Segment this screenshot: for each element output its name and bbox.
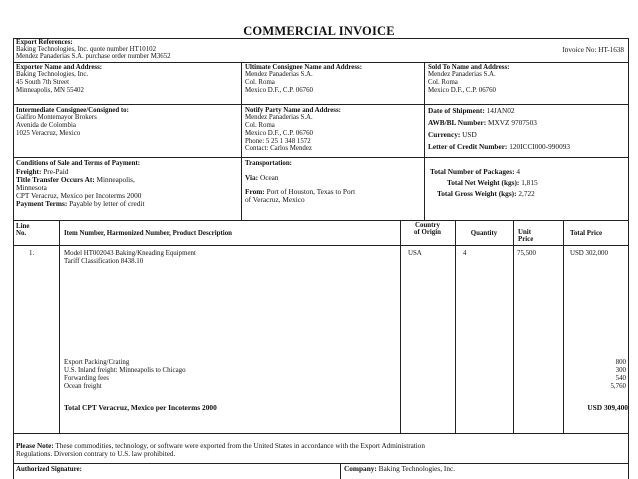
divider [340, 463, 341, 479]
sold-to-heading: Sold To Name and Address: [428, 64, 510, 71]
divider [13, 220, 629, 221]
header-country: of Origin [414, 229, 441, 236]
intermediate-consignee-line: Avenida de Colombia [16, 122, 76, 129]
export-reference-line: Mendez Panaderias S.A. purchase order number M3652 [16, 53, 171, 60]
notify-party-heading: Notify Party Name and Address: [245, 107, 341, 114]
transport-from-continued: of Veracruz, Mexico [245, 195, 305, 204]
notify-party-line: Mendez Panaderias S.A. [245, 114, 313, 121]
divider [59, 220, 60, 433]
title-transfer: Title Transfer Occurs At: Minneapolis, [16, 175, 135, 184]
header-line-no: No. [16, 230, 27, 237]
company: Company: Baking Technologies, Inc. [344, 464, 456, 473]
notify-party-line: Col. Roma [245, 122, 275, 129]
divider [13, 157, 629, 158]
notify-party-line: Phone: 5 25 1 348 1572 [245, 138, 311, 145]
transportation-heading: Transportation: [245, 160, 292, 167]
header-line-no: Line [16, 223, 30, 230]
row-quantity: 4 [463, 250, 467, 257]
header-quantity: Quantity [470, 230, 498, 237]
charge-value: 800 [615, 359, 626, 366]
date-of-shipment: Date of Shipment: 14JAN02 [428, 106, 515, 115]
row-tariff: Tariff Classification 8438.10 [64, 258, 144, 265]
divider [13, 433, 629, 434]
notify-party-line: Contact: Carlos Mendez [245, 145, 312, 152]
header-item-description: Item Number, Harmonized Number, Product Description [64, 230, 232, 237]
transport-via: Via: Ocean [245, 173, 279, 182]
row-description: Model HT002043 Baking/Kneading Equipment [64, 250, 196, 257]
payment-terms: Payment Terms: Payable by letter of credit [16, 199, 145, 208]
awb-number: AWB/BL Number: MXVZ 9707503 [428, 118, 537, 127]
invoice-number: Invoice No: HT-1638 [562, 46, 624, 54]
divider [455, 220, 456, 433]
header-unit-price: Unit [518, 229, 532, 236]
exporter-line: 45 South 7th Street [16, 79, 70, 86]
sold-to-line: Mendez Panaderias S.A. [428, 71, 496, 78]
incoterms: CPT Veracruz, Mexico per Incoterms 2000 [16, 191, 142, 200]
freight: Freight: Pre-Paid [16, 167, 69, 176]
divider [13, 62, 629, 63]
divider [241, 62, 242, 157]
exporter-heading: Exporter Name and Address: [16, 64, 103, 71]
divider [424, 62, 425, 220]
divider [13, 104, 629, 105]
authorized-signature-label: Authorized Signature: [16, 466, 82, 473]
conditions-heading: Conditions of Sale and Terms of Payment: [16, 160, 141, 167]
ultimate-consignee-line: Mendez Panaderias S.A. [245, 71, 313, 78]
header-total-price: Total Price [570, 230, 603, 237]
notify-party-line: Mexico D.F., C.P. 06760 [245, 130, 313, 137]
export-reference-line: Baking Technologies, Inc. quote number HT10102 [16, 46, 157, 53]
charge-label: Forwarding fees [64, 375, 109, 382]
header-unit-price: Price [518, 236, 534, 243]
ultimate-consignee-heading: Ultimate Consignee Name and Address: [245, 64, 363, 71]
divider [13, 463, 629, 464]
ultimate-consignee-line: Col. Roma [245, 79, 275, 86]
intermediate-consignee-line: Galfiro Montemayor Brokers [16, 114, 97, 121]
row-unit-price: 75,500 [517, 250, 536, 257]
grand-total-value: USD 309,400 [587, 403, 628, 412]
ultimate-consignee-line: Mexico D.F., C.P. 06760 [245, 87, 313, 94]
export-note-continued: Regulations. Diversion contrary to U.S. law prohibited. [16, 450, 176, 458]
total-net-weight: Total Net Weight (kgs): 1,815 [447, 178, 538, 187]
export-note: Please Note: These commodities, technology, or software were exported from the United States in accordance with the Export Administration [16, 442, 425, 450]
divider [400, 220, 401, 433]
header-country: Country [415, 222, 440, 229]
exporter-line: Minneapolis, MN 55402 [16, 87, 84, 94]
title-transfer-continued: Minnesota [16, 183, 47, 192]
total-gross-weight: Total Gross Weight (kgs): 2,722 [437, 189, 535, 198]
charge-label: Export Packing/Crating [64, 359, 130, 366]
currency: Currency: USD [428, 130, 477, 139]
grand-total-label: Total CPT Veracruz, Mexico per Incoterms 2000 [64, 403, 217, 412]
charge-value: 540 [615, 375, 626, 382]
sold-to-line: Mexico D.F., C.P. 06760 [428, 87, 496, 94]
total-packages: Total Number of Packages: 4 [430, 167, 521, 176]
divider [241, 157, 242, 220]
charge-value: 300 [615, 367, 626, 374]
charge-label: Ocean freight [64, 383, 102, 390]
sold-to-line: Col. Roma [428, 79, 458, 86]
divider [13, 245, 629, 246]
charge-value: 5,760 [610, 383, 626, 390]
row-total-price: USD 302,000 [570, 250, 608, 257]
document-title: COMMERCIAL INVOICE [243, 24, 395, 38]
intermediate-consignee-line: 1025 Veracruz, Mexico [16, 130, 81, 137]
transport-from: From: Port of Houston, Texas to Port [245, 187, 356, 196]
export-references-heading: Export References: [16, 39, 73, 46]
intermediate-consignee-heading: Intermediate Consignee/Consigned to: [16, 107, 129, 114]
divider [563, 220, 564, 433]
letter-of-credit-number: Letter of Credit Number: 120ICCI000-990093 [428, 142, 571, 151]
exporter-line: Baking Technologies, Inc. [16, 71, 89, 78]
row-country: USA [408, 250, 422, 257]
charge-label: U.S. Inland freight: Minneapolis to Chicago [64, 367, 186, 374]
divider [513, 220, 514, 433]
row-line-number: 1. [29, 250, 35, 257]
